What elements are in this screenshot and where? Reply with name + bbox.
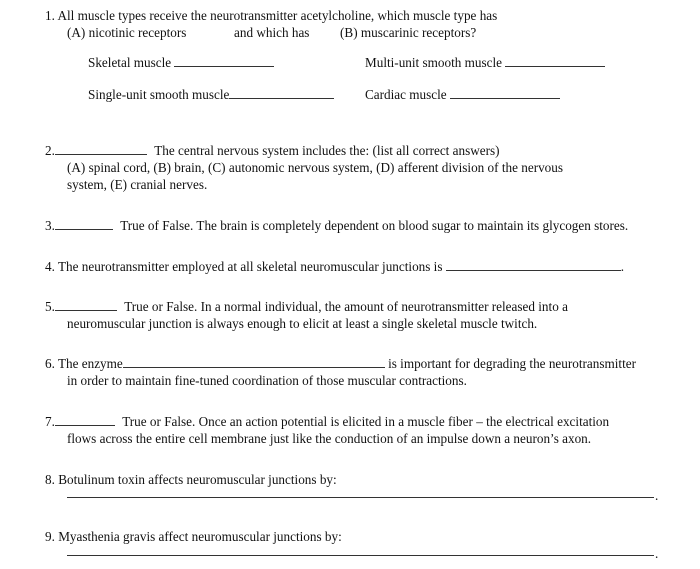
question-6-answer-blank[interactable] bbox=[123, 356, 385, 368]
cardiac-label: Cardiac muscle bbox=[365, 87, 447, 102]
question-2-number: 2. bbox=[45, 143, 55, 158]
question-5-number: 5. bbox=[45, 299, 55, 314]
question-4-answer-blank[interactable] bbox=[446, 259, 621, 271]
question-9-number: 9. bbox=[45, 529, 55, 544]
question-9 bbox=[45, 529, 342, 545]
question-9-answer-line[interactable] bbox=[67, 555, 654, 556]
question-6 bbox=[45, 356, 636, 372]
question-5-text-line2: neuromuscular junction is always enough to elicit at least a single skeletal muscle twitch. bbox=[67, 316, 538, 331]
singleunit-answer-blank[interactable] bbox=[229, 87, 334, 99]
question-9-text: Myasthenia gravis affect neuromuscular junctions by: bbox=[58, 529, 342, 544]
question-3-number: 3. bbox=[45, 218, 55, 233]
question-1-item-skeletal bbox=[88, 55, 274, 71]
question-7-text-line2: flows across the entire cell membrane just like the conduction of an impulse down a neuron’s axon. bbox=[67, 431, 592, 446]
cardiac-answer-blank[interactable] bbox=[450, 87, 560, 99]
question-1-item-cardiac bbox=[365, 87, 560, 103]
question-5-text-line1: True or False. In a normal individual, the amount of neurotransmitter released into a bbox=[124, 299, 568, 314]
question-8-answer-line[interactable] bbox=[67, 497, 654, 498]
question-5-answer-blank[interactable] bbox=[55, 299, 117, 311]
question-3 bbox=[45, 218, 628, 234]
question-1-item-multiunit bbox=[365, 55, 605, 71]
question-6-prefix: The enzyme bbox=[57, 356, 123, 371]
question-3-text: True of False. The brain is completely dependent on blood sugar to maintain its glycogen stores. bbox=[120, 218, 629, 233]
singleunit-label: Single-unit smooth muscle bbox=[88, 87, 230, 102]
skeletal-label: Skeletal muscle bbox=[88, 55, 172, 70]
question-5 bbox=[45, 299, 568, 315]
question-2-options-line1: (A) spinal cord, (B) brain, (C) autonomic nervous system, (D) afferent division of the nervous bbox=[67, 160, 563, 175]
question-2 bbox=[45, 143, 500, 159]
skeletal-answer-blank[interactable] bbox=[174, 55, 274, 67]
question-6-text-line1: is important for degrading the neurotransmitter bbox=[388, 356, 636, 371]
question-2-text: The central nervous system includes the: (list all correct answers) bbox=[154, 143, 500, 158]
question-2-options-line2: system, (E) cranial nerves. bbox=[67, 177, 208, 192]
multiunit-answer-blank[interactable] bbox=[505, 55, 605, 67]
question-3-answer-blank[interactable] bbox=[55, 218, 113, 230]
question-1-number: 1. bbox=[45, 8, 55, 23]
question-8-number: 8. bbox=[45, 472, 55, 487]
question-9-end: . bbox=[655, 546, 659, 561]
question-4-number: 4. bbox=[45, 259, 55, 274]
question-1 bbox=[45, 8, 497, 24]
question-4-end: . bbox=[620, 259, 625, 274]
question-1-option-b: (B) muscarinic receptors? bbox=[340, 25, 477, 40]
question-7 bbox=[45, 414, 609, 430]
question-6-text-line2: in order to maintain fine-tuned coordination of those muscular contractions. bbox=[67, 373, 467, 388]
question-8-end: . bbox=[655, 488, 659, 503]
question-1-text: All muscle types receive the neurotransmitter acetylcholine, which muscle type has bbox=[57, 8, 498, 23]
question-7-number: 7. bbox=[45, 414, 55, 429]
question-2-answer-blank[interactable] bbox=[55, 143, 147, 155]
question-7-text-line1: True or False. Once an action potential is elicited in a muscle fiber – the electrical excitation bbox=[122, 414, 610, 429]
question-8 bbox=[45, 472, 337, 488]
question-1-connector: and which has bbox=[234, 25, 310, 40]
question-6-number: 6. bbox=[45, 356, 55, 371]
question-4 bbox=[45, 259, 624, 275]
question-8-text: Botulinum toxin affects neuromuscular junctions by: bbox=[58, 472, 337, 487]
question-1-option-a: (A) nicotinic receptors bbox=[67, 25, 187, 40]
question-4-text: The neurotransmitter employed at all skeletal neuromuscular junctions is bbox=[57, 259, 443, 274]
multiunit-label: Multi-unit smooth muscle bbox=[365, 55, 503, 70]
question-1-item-singleunit bbox=[88, 87, 334, 103]
question-7-answer-blank[interactable] bbox=[55, 414, 115, 426]
